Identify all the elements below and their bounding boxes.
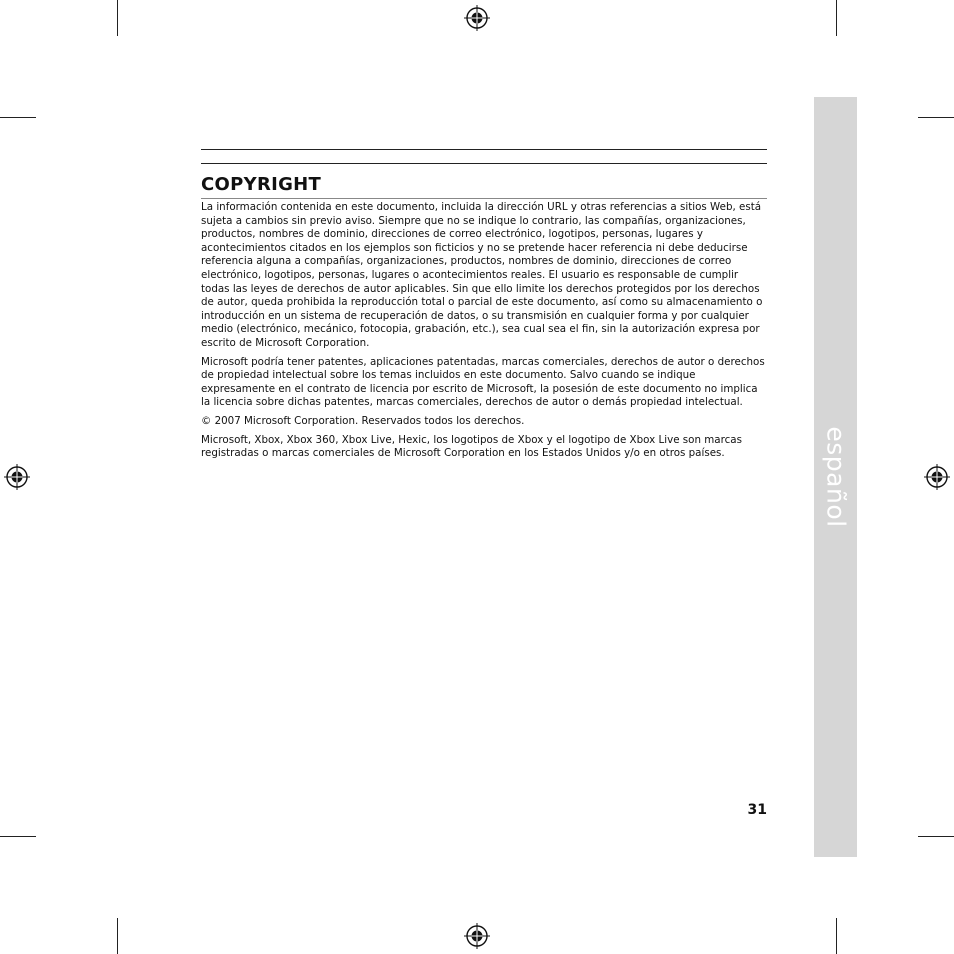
crop-mark-bottom-left-vertical xyxy=(117,918,118,954)
heading-underline xyxy=(201,198,767,199)
crop-mark-bottom-right-horizontal xyxy=(918,836,954,837)
paragraph-patents: Microsoft podría tener patentes, aplicaciones patentadas, marcas comerciales, derechos de autor o derechos de propiedad intelectual sobre los temas incluidos en este documento. Salvo cuando se indique expresamente en el contrato de licencia por escrito de Microsoft, la posesión de este documento no implica la licencia sobre dichas patentes, marcas comerciales, derechos de autor o demás propiedad intelectual. xyxy=(201,355,765,409)
crop-mark-top-left-horizontal xyxy=(0,117,36,118)
crop-mark-top-right-vertical xyxy=(836,0,837,36)
header-rule-top xyxy=(201,149,767,150)
copyright-body xyxy=(201,201,767,466)
header-rule-bottom xyxy=(201,163,767,164)
page-number: 31 xyxy=(747,802,767,818)
paragraph-disclaimer: La información contenida en este documento, incluida la dirección URL y otras referencias a sitios Web, está sujeta a cambios sin previo aviso. Siempre que no se indique lo contrario, las compañías, organizaciones, productos, nombres de dominio, direcciones de correo electrónico, logotipos, personas, lugares y acontecimientos citados en los ejemplos son ficticios y no se pretende hacer referencia ni debe deducirse referencia alguna a compañías, organizaciones, productos, nombres de dominio, direcciones de correo electrónico, logotipos, personas, lugares o acontecimientos reales. El usuario es responsable de cumplir todas las leyes de derechos de autor aplicables. Sin que ello limite los derechos protegidos por los derechos de autor, queda prohibida la reproducción total o parcial de este documento, así como su almacenamiento o introducción en un sistema de recuperación de datos, o su transmisión en cualquier forma y por cualquier medio (electrónico, mecánico, fotocopia, grabación, etc.), sea cual sea el fin, sin la autorización expresa por escrito de Microsoft Corporation. xyxy=(201,201,763,349)
crop-mark-bottom-left-horizontal xyxy=(0,836,36,837)
registration-mark-icon xyxy=(464,5,490,31)
registration-mark-icon xyxy=(464,923,490,949)
language-tab-label: español xyxy=(821,426,851,528)
crop-mark-top-right-horizontal xyxy=(918,117,954,118)
crop-mark-top-left-vertical xyxy=(117,0,118,36)
section-heading: COPYRIGHT xyxy=(201,174,322,195)
paragraph-copyright-notice: © 2007 Microsoft Corporation. Reservados todos los derechos. xyxy=(201,414,525,427)
registration-mark-icon xyxy=(4,464,30,490)
crop-mark-bottom-right-vertical xyxy=(836,918,837,954)
registration-mark-icon xyxy=(924,464,950,490)
paragraph-trademarks: Microsoft, Xbox, Xbox 360, Xbox Live, Hexic, los logotipos de Xbox y el logotipo de Xbox Live son marcas registradas o marcas comerciales de Microsoft Corporation en los Estados Unidos y/o en otros países. xyxy=(201,433,742,460)
